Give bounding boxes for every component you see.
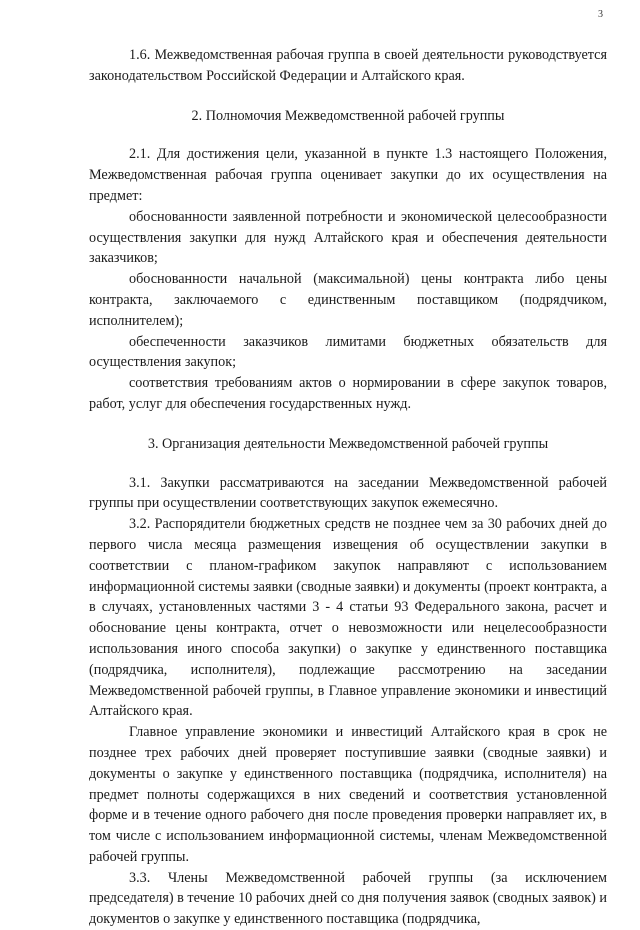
page-number: 3 xyxy=(598,9,603,20)
section-2-heading: 2. Полномочия Межведомственной рабочей группы xyxy=(191,107,505,124)
list-item: соответствия требованиям актов о нормировании в сфере закупок товаров, работ, услуг для обеспечения государственных нужд. xyxy=(89,375,607,412)
section-3-heading: 3. Организация деятельности Межведомственной рабочей группы xyxy=(147,435,549,452)
list-item: обоснованности заявленной потребности и экономической целесообразности осуществления закупки для нужд Алтайского края и обеспечения деятельности заказчиков; xyxy=(89,208,607,267)
paragraph-3-2: 3.2. Распорядители бюджетных средств не позднее чем за 30 рабочих дней до первого числа месяца размещения извещения об осуществлении закупки в соответствии с планом-графиком закупок направляют с использованием информационной системы заявки (сводные заявки) и документы (проект контракта, а в случаях, установленных частями 3 - 4 статьи 93 Федерального закона, расчет и обоснование цены контракта, отчет о невозможности или нецелесообразности использования иного способа закупки) о закупке у единственного поставщика (подрядчика, исполнителя), подлежащие рассмотрению на заседании Межведомственной рабочей группы, в Главное управление экономики и инвестиций Алтайского края. xyxy=(89,516,607,720)
document-body xyxy=(89,45,607,930)
list-item: обеспеченности заказчиков лимитами бюджетных обязательств для осуществления закупок; xyxy=(89,333,607,371)
paragraph-2-1: 2.1. Для достижения цели, указанной в пункте 1.3 настоящего Положения, Межведомственная рабочая группа оценивает закупки до их осуществления на предмет: xyxy=(89,146,607,204)
paragraph-1-6: 1.6. Межведомственная рабочая группа в своей деятельности руководствуется законодательством Российской Федерации и Алтайского края. xyxy=(89,47,607,84)
paragraph-3-1: 3.1. Закупки рассматриваются на заседании Межведомственной рабочей группы при осуществлении соответствующих закупок ежемесячно. xyxy=(89,474,607,512)
paragraph-3-3: 3.3. Члены Межведомственной рабочей группы (за исключением председателя) в течение 10 рабочих дней со дня получения заявок (сводных заявок) и документов о закупке у единственного поставщика (подрядчика, xyxy=(89,869,607,928)
paragraph-3-2-continued: Главное управление экономики и инвестиций Алтайского края в срок не позднее трех рабочих дней проверяет поступившие заявки (сводные заявки) и документы о закупке у единственного поставщика (подрядчика, исполнителя) на предмет полноты содержащихся в них сведений и соответствия установленной форме и в течение одного рабочего дня после проведения проверки направляет их, в том числе с использованием информационной системы, членам Межведомственной рабочей группы. xyxy=(89,724,607,865)
list-item: обоснованности начальной (максимальной) цены контракта либо цены контракта, заключаемого с единственным поставщиком (подрядчиком, исполнителем); xyxy=(89,271,607,329)
